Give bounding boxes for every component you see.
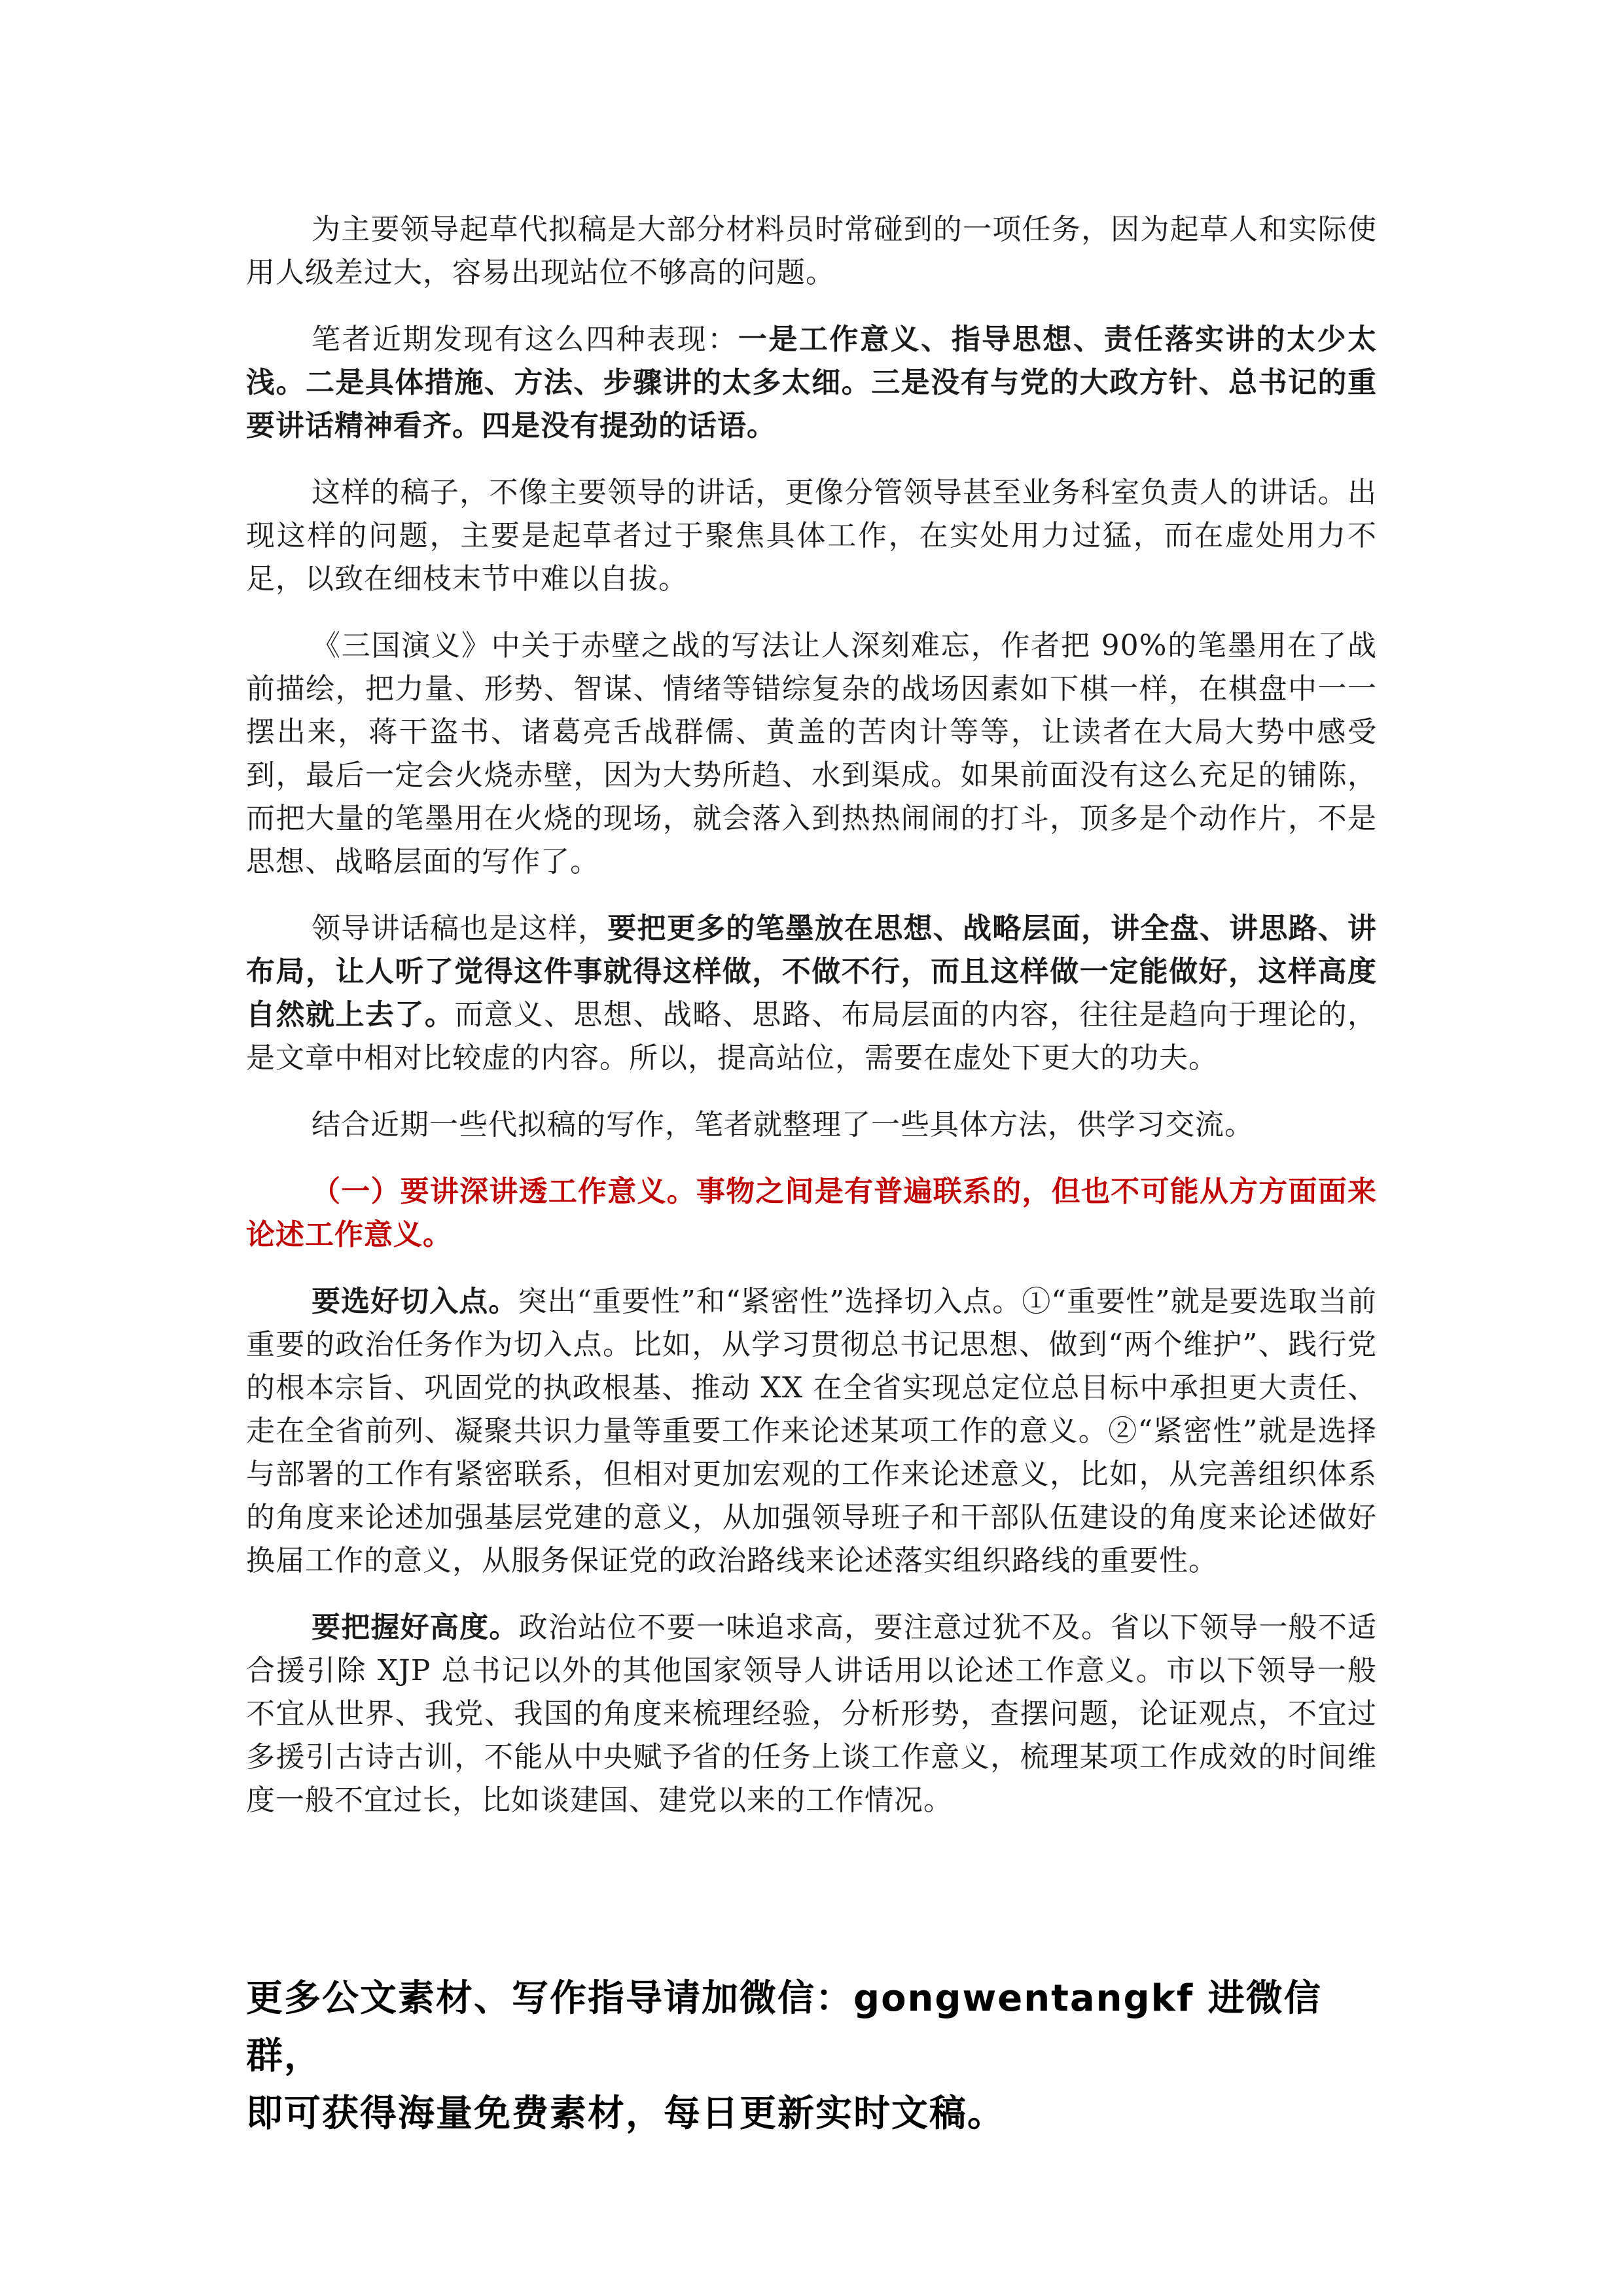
paragraph-text: 领导讲话稿也是这样，	[312, 912, 608, 945]
document-body	[246, 208, 1377, 1846]
promo-line-1: 更多公文素材、写作指导请加微信：gongwentangkf 进微信群，	[246, 1977, 1322, 2077]
section-heading-text: （一）要讲深讲透工作意义。事物之间是有普遍联系的，但也不可能从方方面面来论述工作意义。	[246, 1175, 1377, 1251]
paragraph-text: 《三国演义》中关于赤壁之战的写法让人深刻难忘，作者把 90%的笔墨用在了战前描绘，把力量、形势、智谋、情绪等错综复杂的战场因素如下棋一样，在棋盘中一一摆出来，蒋干盗书、诸葛亮舌战群儒、黄盖的苦肉计等等，让读者在大局大势中感受到，最后一定会火烧赤壁，因为大势所趋、水到渠成。如果前面没有这么充足的铺陈，而把大量的笔墨用在火烧的现场，就会落入到热热闹闹的打斗，顶多是个动作片，不是思想、战略层面的写作了。	[246, 629, 1377, 878]
paragraph-intro	[246, 208, 1377, 295]
paragraph-text: 政治站位不要一味追求高，要注意过犹不及。省以下领导一般不适合援引除 XJP 总书记以外的其他国家领导人讲话用以论述工作意义。市以下领导一般不宜从世界、我党、我国的角度来梳理经验，分析形势，查摆问题，论证观点，不宜过多援引古诗古训，不能从中央赋予省的任务上谈工作意义，梳理某项工作成效的时间维度一般不宜过长，比如谈建国、建党以来的工作情况。	[246, 1611, 1378, 1817]
promo-line-2: 即可获得海量免费素材，每日更新实时文稿。	[246, 2092, 1005, 2135]
paragraph-bold-lead: 要选好切入点。	[312, 1285, 518, 1318]
paragraph-methods-intro	[246, 1103, 1377, 1147]
paragraph-bold-text: 要把更多的笔墨放在思想、战略层面，讲全盘、讲思路、讲布局，让人听了觉得这件事就得这样做，不做不行，而且这样做一定能做好，这样高度自然就上去了。	[246, 912, 1378, 1031]
paragraph-bold-lead: 要把握好高度。	[312, 1611, 519, 1644]
paragraph-speech-draft	[246, 907, 1377, 1080]
paragraph-text: 结合近期一些代拟稿的写作，笔者就整理了一些具体方法，供学习交流。	[312, 1108, 1254, 1141]
paragraph-analysis	[246, 471, 1377, 601]
paragraph-text: 笔者近期发现有这么四种表现：	[312, 323, 738, 356]
paragraph-text: 突出“重要性”和“紧密性”选择切入点。①“重要性”就是要选取当前重要的政治任务作为切入点。比如，从学习贯彻总书记思想、做到“两个维护”、践行党的根本宗旨、巩固党的执政根基、推动 XX 在全省实现总定位总目标中承担更大责任、走在全省前列、凝聚共识力量等重要工作来论述某项工作的意义。②“紧密性”就是选择与部署的工作有紧密联系，但相对更加宏观的工作来论述意义，比如，从完善组织体系的角度来论述加强基层党建的意义，从加强领导班子和干部队伍建设的角度来论述做好换届工作的意义，从服务保证党的政治路线来论述落实组织路线的重要性。	[246, 1285, 1377, 1577]
paragraph-text: 为主要领导起草代拟稿是大部分材料员时常碰到的一项任务，因为起草人和实际使用人级差过大，容易出现站位不够高的问题。	[246, 213, 1377, 289]
paragraph-height	[246, 1606, 1377, 1822]
section-heading-1	[246, 1170, 1377, 1257]
paragraph-bold-text: 一是工作意义、指导思想、责任落实讲的太少太浅。二是具体措施、方法、步骤讲的太多太细。三是没有与党的大政方针、总书记的重要讲话精神看齐。四是没有提劲的话语。	[246, 323, 1378, 442]
paragraph-text: 而意义、思想、战略、思路、布局层面的内容，往往是趋向于理论的，是文章中相对比较虚的内容。所以，提高站位，需要在虚处下更大的功夫。	[246, 998, 1377, 1075]
promo-footer	[246, 1970, 1391, 2143]
paragraph-four-issues	[246, 318, 1377, 448]
paragraph-entry-point	[246, 1280, 1377, 1583]
paragraph-three-kingdoms	[246, 624, 1377, 884]
paragraph-text: 这样的稿子，不像主要领导的讲话，更像分管领导甚至业务科室负责人的讲话。出现这样的问题，主要是起草者过于聚焦具体工作，在实处用力过猛，而在虚处用力不足，以致在细枝末节中难以自拔。	[246, 476, 1377, 596]
